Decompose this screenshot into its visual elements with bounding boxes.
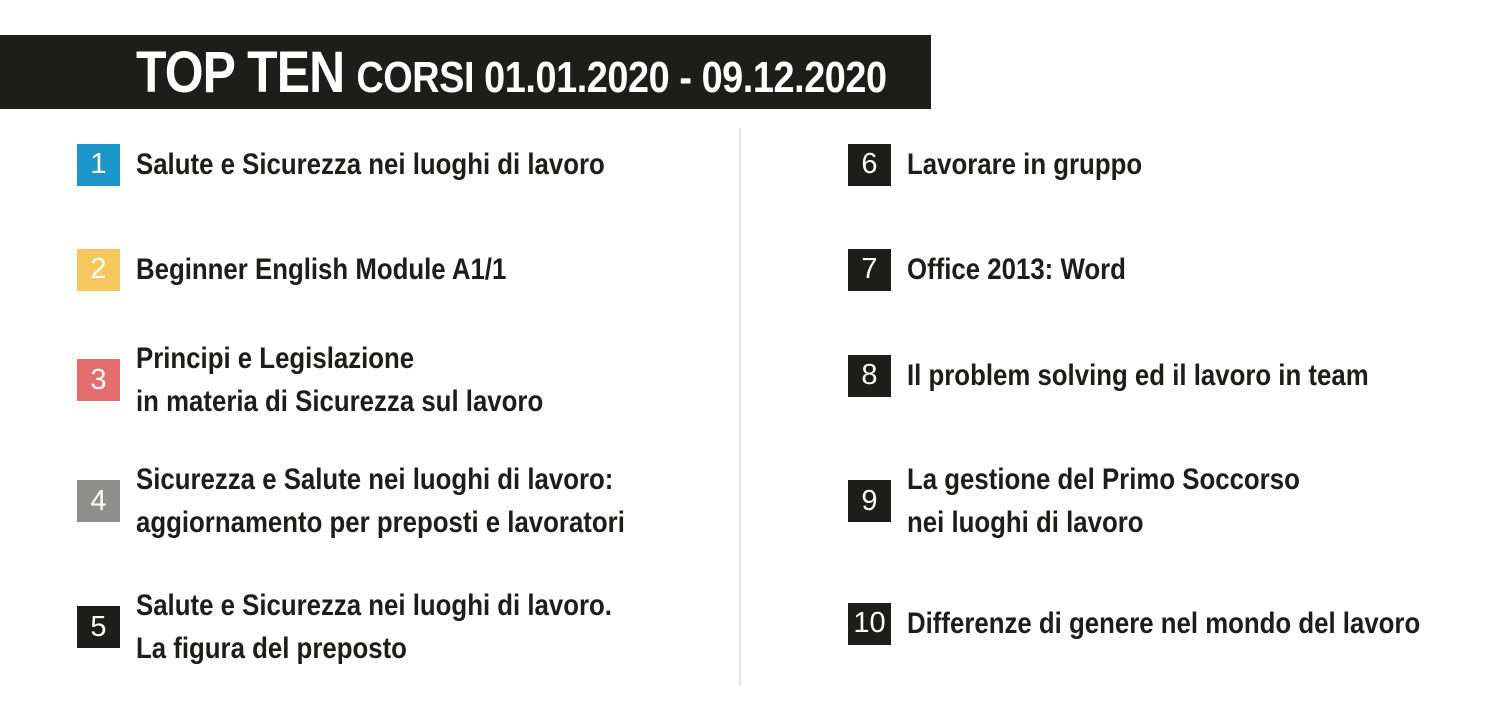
ranking-item-9 xyxy=(848,458,1364,544)
ranking-item-8 xyxy=(848,354,1444,397)
rank-badge-8: 8 xyxy=(848,355,891,397)
course-title-2: Beginner English Module A1/1 xyxy=(136,253,507,286)
ranking-item-5 xyxy=(77,584,689,670)
rank-badge-7: 7 xyxy=(848,249,891,291)
course-title-9: La gestione del Primo Soccorso nei luoghi di lavoro xyxy=(907,463,1300,539)
rank-badge-9: 9 xyxy=(848,480,891,522)
rank-badge-5: 5 xyxy=(77,606,120,648)
course-title-10: Differenze di genere nel mondo del lavoro xyxy=(907,607,1421,640)
ranking-item-7 xyxy=(848,248,1162,291)
title-sub: CORSI 01.01.2020 - 09.12.2020 xyxy=(356,52,887,102)
ranking-item-3 xyxy=(77,337,610,423)
ranking-item-10 xyxy=(848,602,1500,645)
ranking-item-6 xyxy=(848,143,1180,186)
rank-badge-1: 1 xyxy=(77,144,120,186)
course-title-8: Il problem solving ed il lavoro in team xyxy=(907,359,1369,392)
course-title-6: Lavorare in gruppo xyxy=(907,148,1143,181)
rank-badge-2: 2 xyxy=(77,249,120,291)
course-title-3: Principi e Legislazione in materia di Sicurezza sul lavoro xyxy=(136,342,544,418)
course-title-1: Salute e Sicurezza nei luoghi di lavoro xyxy=(136,148,605,181)
ranking-item-1 xyxy=(77,143,681,186)
rank-badge-10: 10 xyxy=(848,603,891,645)
ranking-item-2 xyxy=(77,248,567,291)
title-main: TOP TEN xyxy=(136,39,345,105)
course-title-7: Office 2013: Word xyxy=(907,253,1126,286)
course-title-5: Salute e Sicurezza nei luoghi di lavoro. La figura del preposto xyxy=(136,589,612,665)
rank-badge-6: 6 xyxy=(848,144,891,186)
rank-badge-4: 4 xyxy=(77,480,120,522)
ranking-item-4 xyxy=(77,458,704,544)
title-text xyxy=(136,39,887,106)
column-divider xyxy=(739,128,741,686)
course-title-4: Sicurezza e Salute nei luoghi di lavoro: aggiornamento per preposti e lavoratori xyxy=(136,463,625,539)
title-banner xyxy=(0,35,931,109)
rank-badge-3: 3 xyxy=(77,359,120,401)
